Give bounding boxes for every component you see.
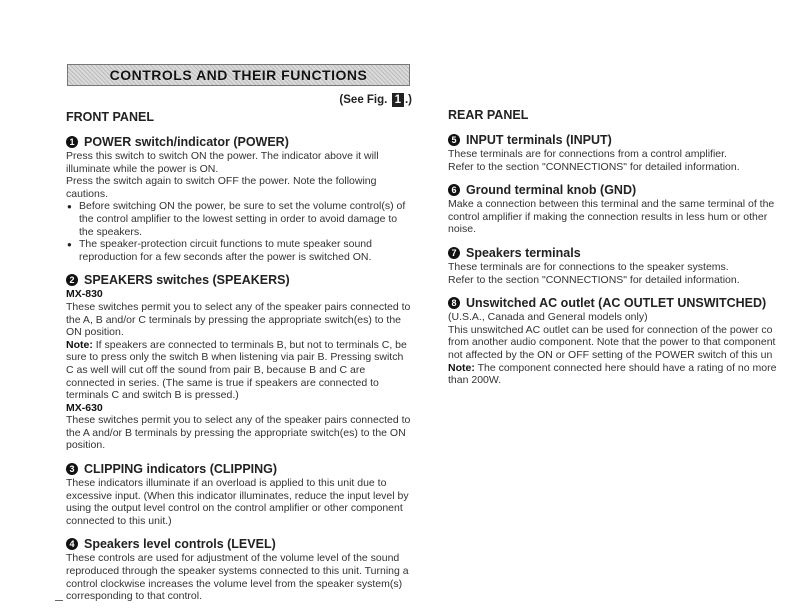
see-fig-before: (See Fig.	[339, 94, 388, 106]
paragraph-line: These terminals are for connections from a control amplifier.	[448, 148, 727, 160]
number-2-badge: 2	[66, 274, 78, 286]
paragraph-line: This unswitched AC outlet can be used for connection of the power co	[448, 323, 773, 336]
see-fig-after: .)	[404, 94, 412, 106]
section-title-text: CLIPPING indicators (CLIPPING)	[84, 462, 278, 477]
note-paragraph	[448, 362, 793, 375]
section-title	[448, 183, 793, 197]
paragraph: These indicators illuminate if an overload is applied to this unit due to excessive input. (When this indicator illuminates, reduce the input level by using the output level control on the control amplifier or other component connected to this unit.)	[66, 477, 409, 527]
number-3-badge: 3	[66, 463, 78, 475]
section-speakers-terminals	[448, 246, 793, 286]
section-title	[66, 273, 412, 287]
section-ground-terminal	[448, 183, 793, 236]
list-item: ● Before switching ON the power, be sure to set the volume control(s) of the control amplifier to the lowest setting in order to avoid damage to the speakers.	[79, 200, 412, 238]
section-title	[448, 296, 793, 310]
see-figure-reference	[66, 92, 412, 108]
note-label: Note:	[66, 338, 93, 351]
note-label: Note:	[448, 361, 475, 374]
section-title	[66, 462, 412, 476]
section-title	[448, 246, 793, 260]
section-title-text: POWER switch/indicator (POWER)	[84, 135, 289, 149]
model-label: MX-630	[66, 401, 103, 414]
front-panel-column	[66, 92, 412, 613]
paragraph-line: (U.S.A., Canada and General models only)	[448, 311, 648, 324]
section-banner	[67, 64, 410, 86]
number-8-badge: 8	[448, 297, 460, 309]
section-title	[66, 135, 412, 149]
section-clipping	[66, 462, 412, 527]
note-text: The component connected here should have a rating of no more	[474, 361, 777, 374]
section-title-text: Ground terminal knob (GND)	[466, 183, 637, 198]
section-title	[66, 537, 412, 551]
section-power	[66, 135, 412, 263]
paragraph-line: from another audio component. Note that the power to that component	[448, 336, 776, 349]
number-7-badge: 7	[448, 247, 460, 259]
page-mark	[55, 600, 63, 601]
section-input-terminals	[448, 133, 793, 173]
section-level-controls	[66, 537, 412, 602]
section-title	[448, 133, 793, 147]
number-4-badge: 4	[66, 538, 78, 550]
paragraph-line: than 200W.	[448, 374, 502, 387]
rear-panel-title: REAR PANEL	[448, 108, 529, 122]
section-title-text: INPUT terminals (INPUT)	[466, 133, 612, 147]
figure-number-badge: 1	[392, 93, 404, 107]
paragraph-line: Refer to the section "CONNECTIONS" for detailed information.	[448, 160, 740, 173]
paragraph: These controls are used for adjustment of the volume level of the sound reproduced through the speaker systems connected to this unit. Turning a control clockwise increases the volume level from the speaker system(s) corresponding to that control.	[66, 552, 409, 603]
number-1-badge: 1	[66, 136, 78, 148]
note-text: If speakers are connected to terminals B, but not to terminals C, be sure to press only the switch B when listening via pair B. Pressing switch C as well will cut off the sound from pair B, because B and C are connected in series. (The same is true if speakers are connected to terminals C and switch B is pressed.)	[66, 338, 407, 402]
section-title-text: Speakers level controls (LEVEL)	[84, 537, 276, 552]
paragraph: These switches permit you to select any of the speaker pairs connected to the A and/or B terminals by pressing the appropriate switch(es) to the ON position.	[66, 414, 411, 452]
front-panel-title: FRONT PANEL	[66, 110, 154, 124]
paragraph: Press this switch to switch ON the power. The indicator above it will illuminate while the power is ON.	[66, 150, 379, 175]
model-label: MX-830	[66, 288, 103, 301]
paragraph-line: Refer to the section "CONNECTIONS" for detailed information.	[448, 273, 740, 286]
number-6-badge: 6	[448, 184, 460, 196]
list-item: ● The speaker-protection circuit functions to mute speaker sound reproduction for a few seconds after the power is switched ON.	[79, 238, 412, 263]
note-paragraph	[66, 339, 412, 402]
paragraph: These switches permit you to select any of the speaker pairs connected to the A, B and/or C terminals by pressing the appropriate switch(es) to the ON position.	[66, 300, 411, 339]
banner-title: CONTROLS AND THEIR FUNCTIONS	[109, 67, 368, 83]
section-title-text: SPEAKERS switches (SPEAKERS)	[84, 273, 290, 288]
section-title-text: Speakers terminals	[466, 245, 581, 260]
section-speakers-switches	[66, 273, 412, 452]
section-ac-outlet	[448, 296, 793, 387]
number-5-badge: 5	[448, 134, 460, 146]
rear-panel-column	[448, 108, 793, 397]
paragraph: Make a connection between this terminal and the same terminal of the control amplifier if making the connection results in less hum or other noise.	[448, 198, 775, 236]
section-title-text: Unswitched AC outlet (AC OUTLET UNSWITCHED)	[466, 296, 767, 311]
paragraph-line: not affected by the ON or OFF setting of the POWER switch of this un	[448, 348, 773, 361]
paragraph-line: These terminals are for connections to the speaker systems.	[448, 260, 729, 273]
caution-list	[66, 200, 412, 263]
paragraph: Press the switch again to switch OFF the power. Note the following cautions.	[66, 175, 377, 200]
